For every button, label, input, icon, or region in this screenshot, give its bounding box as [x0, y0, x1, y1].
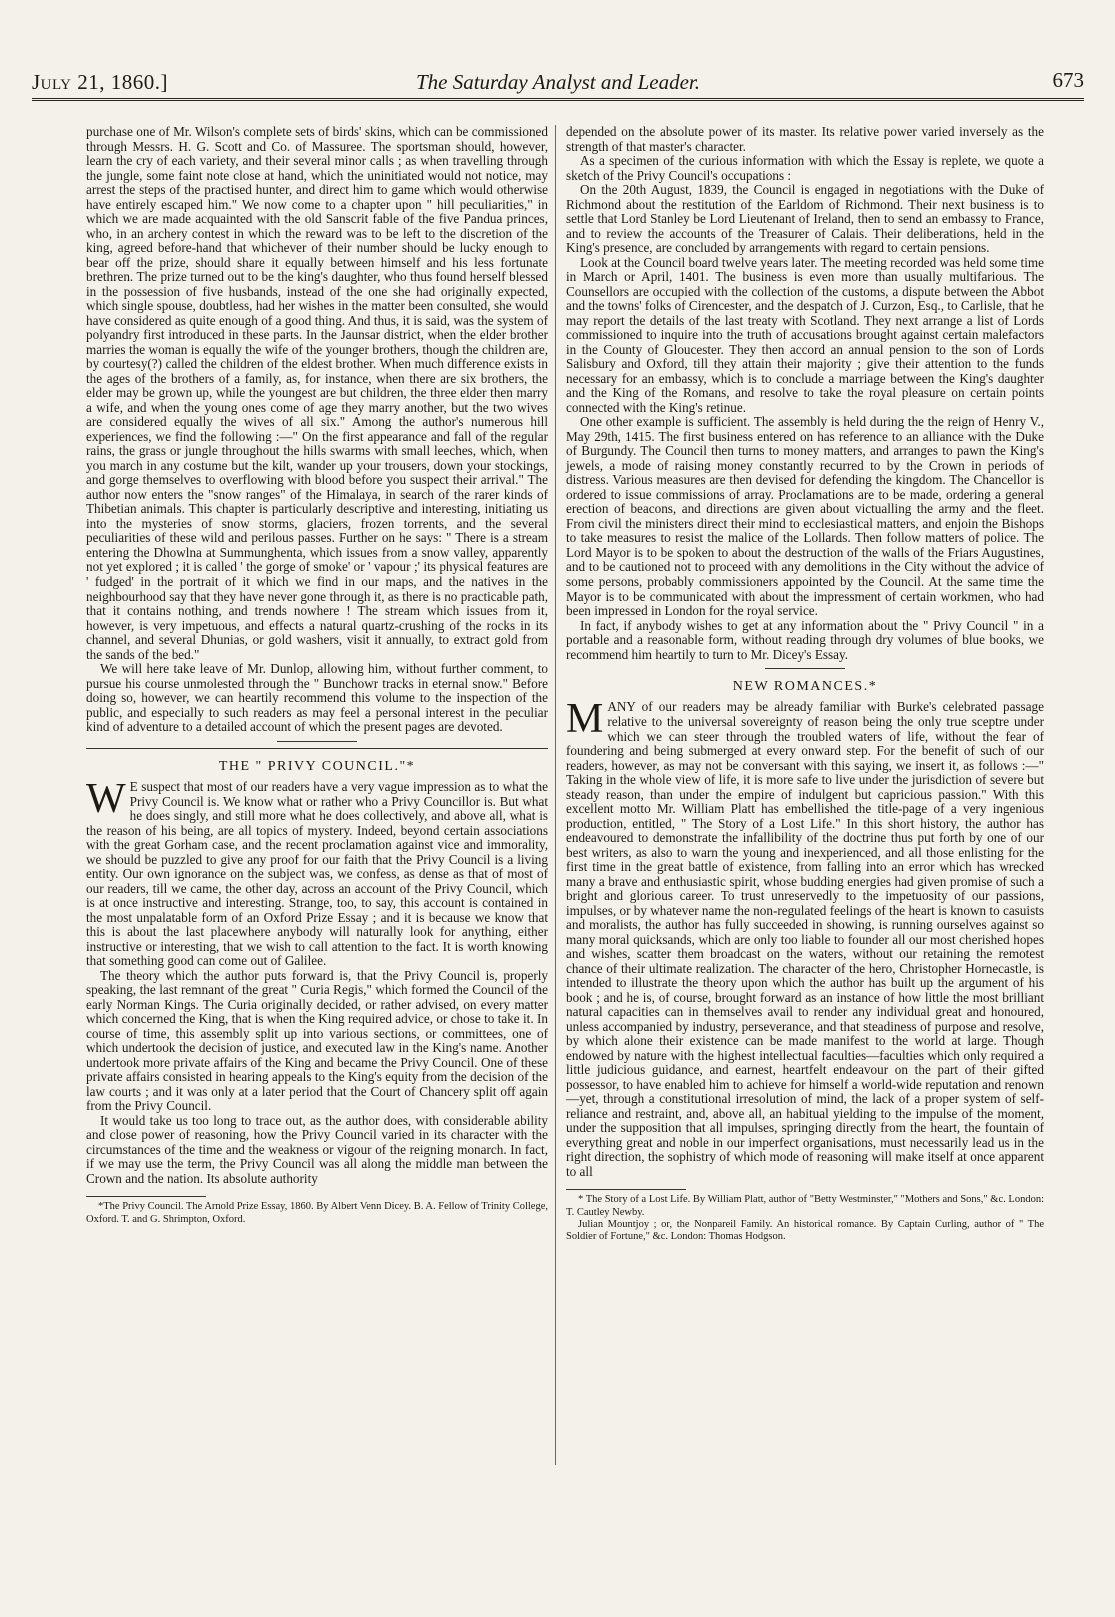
page-header: [32, 60, 1084, 98]
drop-cap: W: [86, 776, 126, 823]
footnote-rule: [566, 1189, 686, 1190]
article-paragraph: MANY of our readers may be already familiar with Burke's celebrated passage relative to the universal sovereignty of reason being the only true sceptre under which we can steer through the troubled waters of life, without the fear of foundering and being submerged at every onward step. For the benefit of such of our readers, however, as may not be conversant with this saying, we insert it, as follows :—" Taking in the whole view of life, it is more safe to live under the jurisdiction of severe but steady reason, than under the empire of indulgent but capricious passion." With this excellent motto Mr. William Platt has embellished the title-page of a very ingenious production, entitled, " The Story of a Lost Life." In this short history, the author has endeavoured to demonstrate the infallibility of the doctrine thus put forth by one of our best writers, as also to warn the young and inexperienced, and all those enlisting for the first time in the great battle of existence, from falling into an error which has wrecked many a brave and enthusiastic spirit, whose budding energies had given promise of such a bright and glorious career. To trust unreservedly to the impetuosity of our passions, impulses, or by whatever name the non-regulated feelings of the heart is known to casuists and moralists, the author has fully succeeded in showing, is running ourselves against so many moral quicksands, which are only too liable to founder all our most cherished hopes and wishes, scatter them broadcast on the waters, without our retaining the remotest chance of their ultimate realization. The character of the hero, Christopher Hornecastle, is intended to illustrate the theory upon which the author has built up the argument of his book ; and he is, of course, brought forward as an instance of how little the most brilliant natural capacities can in themselves avail to render any individual great and honoured, unless accompanied by industry, perseverance, and that steadiness of purpose and resolve, by which alone their existence can be made manifest to the world at large. Though endowed by nature with the highest intellectual faculties—faculties which only required a little judicious guidance, and earnest, heartfelt endeavour on the part of their gifted possessor, to have enabled him to achieve for himself a world-wide reputation and renown—yet, through a constitutional irresolution of mind, the lack of a proper system of self-reliance and restraint, and, above all, an habitual yielding to the impulse of the moment, under the supposition that all impulses, springing directly from the heart, the fountain of everything great and noble in our imperfect organisations, must necessarily lead us in the right direction, the sophistry of which mode of reasoning will make itself at once apparent to all: [566, 696, 1044, 1179]
newspaper-page: [32, 60, 1084, 1585]
article-paragraph: It would take us too long to trace out, as the author does, with considerable ability and close power of reasoning, how the Privy Council varied in its character with the circumstances of the time and the weakness or vigour of the reigning monarch. In fact, if we may use the term, the Privy Council was all along the middle man between the Crown and the nation. Its absolute authority: [86, 1112, 548, 1186]
issue-date: July 21, 1860.]: [32, 70, 168, 94]
article-paragraph: The theory which the author puts forward is, that the Privy Council is, properly speaking, the last remnant of the great " Curia Regis," which formed the Council of the early Norman Kings. The Curia originally decided, or rather advised, on every matter which concerned the King, that is when the King required advice, or chose to take it. In course of time, this assembly split up into various sections, or committees, one of which undertook the decision of justice, and executed law in the King's name. Another undertook more private affairs of the King and became the Privy Council. One of these private affairs consisted in hearing appeals to the King's equity from the decision of the law courts ; and it was only at a later period that the Court of Chancery split off again from the Privy Council.: [86, 967, 548, 1114]
article-paragraph: purchase one of Mr. Wilson's complete sets of birds' skins, which can be commissioned through Messrs. H. G. Scott and Co. of Massuree. The sportsman should, however, learn the cry of each variety, and their several minor calls ; as when travelling through the jungle, some faint note close at hand, which the uninitiated would not notice, may arrest the steps of the practised hunter, and direct him to game which would otherwise have entirely escaped him." We now come to a chapter upon " hill peculiarities," in which we are made acquainted with the old Sanscrit fable of the five Pandua princes, who, in an archery contest in which the reward was to be left to the discretion of the king, agreed before-hand that whichever of their number should be lucky enough to bear off the prize, should share it equally between himself and his less fortunate brethren. The prize turned out to be the king's daughter, who thus found herself blessed in the possession of five husbands, instead of the one she had originally expected, which single spouse, doubtless, had her wishes in the matter been consulted, she would have considered as quite enough of a good thing. And thus, it is said, was the system of polyandry first introduced in these parts. In the Jaunsar district, when the elder brother marries the woman is equally the wife of the younger brothers, though the children are, by courtesy(?) called the children of the eldest brother. When much difference exists in the ages of the brothers of a family, as, for instance, when there are six brothers, the elder may be grown up, while the youngest are but children, the three elder then marry a wife, and when the young ones come of age they marry another, but the two wives are considered equally the wives of all six." Among the author's numerous hill experiences, we find the following :—" On the first appearance and fall of the regular rains, the grass or jungle throughout the hills swarms with small leeches, which, when you march in any costume but the kilt, wander up your trousers, down your stockings, and gorge themselves to overflowing with blood before you suspect their arrival." The author now enters the "snow ranges" of the Himalaya, in search of the rarer kinds of Thibetian animals. This chapter is particularly descriptive and interesting, initiating us into the mysteries of snow storms, glaciers, frozen torrents, and the several peculiarities of these wild and perilous passes. Further on he says: " There is a stream entering the Dhowlna at Summunghenta, which issues from a snow valley, apparently not yet explored ; it is called ' the gorge of smoke' or ' vapour ;' its physical features are ' fudged' in the portrait of it which we find in our maps, and the natives in the neighbourhood say that they have never gone through it, as there is no practicable path, that it contains nothing, and trends nowhere ! The stream which issues from it, however, is very impetuous, and effects a natural quartz-crushing of the rocks in its channel, and several Dhunias, or gold washers, visit it annually, to extract gold from the sands of the bed.": [86, 124, 548, 662]
article-paragraph: As a specimen of the curious information with which the Essay is replete, we quote a sketch of the Privy Council's occupations :: [566, 153, 1044, 183]
footnote-text: Julian Mountjoy ; or, the Nonpareil Family. An historical romance. By Captain Curling, author of " The Soldier of Fortune," &c. London: Thomas Hodgson.: [566, 1218, 1044, 1242]
article-paragraph: On the 20th August, 1839, the Council is engaged in negotiations with the Duke of Richmond about the restitution of the Earldom of Richmond. Their next business is to settle that Lord Stanley be Lord Lieutenant of Ireland, then to send an embassy to France, and to review the accounts of the Treasurer of Calais. Their deliberations, held in the King's presence, are concluded by arrangements with regard to certain pensions.: [566, 182, 1044, 256]
privy-council-heading: THE " PRIVY COUNCIL."*: [218, 758, 416, 774]
section-rule: [86, 748, 548, 749]
drop-cap: M: [566, 696, 604, 743]
header-rule: [32, 98, 1084, 101]
footnote-text: *The Privy Council. The Arnold Prize Essay, 1860. By Albert Venn Dicey. B. A. Fellow of Trinity College, Oxford. T. and G. Shrimpton, Oxford.: [86, 1201, 548, 1225]
article-paragraph: One other example is sufficient. The assembly is held during the the reign of Henry V., May 29th, 1415. The first business entered on has reference to an alliance with the Duke of Burgundy. The Council then turns to money matters, and arranges to pawn the King's jewels, a mode of raising money constantly recurred to by the Crown in periods of distress. Various measures are then devised for defending the kingdom. The Chancellor is ordered to issue commissions of array. Proclamations are to be made, ordering a general erection of beacons, and directions are given about victualling the army and the fleet. From civil the ministers direct their mind to ecclesiastical matters, and enjoin the Bishops to take measures to resist the malice of the Lollards. Then follow matters of police. The Lord Mayor is to be spoken to about the destruction of the walls of the Friars Augustines, and to be cautioned not to proceed with any demolitions in the City without the advice of some persons, probably commissioners appointed by the Council. At the same time the Mayor is to be communicated with about the impressment of certain workmen, who had been impressed in London for the royal service.: [566, 414, 1044, 619]
footnote-rule: [86, 1196, 206, 1197]
article-paragraph: depended on the absolute power of its master. Its relative power varied inversely as the strength of that master's character.: [566, 124, 1044, 154]
section-divider: [277, 741, 357, 742]
right-column: [566, 125, 1044, 1243]
column-divider: [555, 125, 556, 1465]
footnotes: [566, 1194, 1044, 1242]
new-romances-heading: NEW ROMANCES.*: [732, 679, 878, 695]
publication-title: The Saturday Analyst and Leader.: [415, 70, 701, 94]
footnote-text: * The Story of a Lost Life. By William Platt, author of "Betty Westminster," "Mothers and Sons," &c. London: T. Cautley Newby.: [566, 1194, 1044, 1218]
article-paragraph: We will here take leave of Mr. Dunlop, allowing him, without further comment, to pursue his course unmolested through the " Bunchowr tracks in eternal snow." Before doing so, however, we can heartily recommend this volume to the inspection of the public, and especially to such readers as may feel a personal interest in the peculiar kind of adventure to a detailed account of which the present pages are devoted.: [86, 661, 548, 735]
article-paragraph: W E suspect that most of our readers have a very vague impression as to what the Privy Council is. We know what or rather who a Privy Councillor is. But what he does singly, and still more what he does collectively, and above all, what is the reason of his being, are all topics of mystery. Indeed, beyond certain associations with the great Gorham case, and the recent proclamation against vice and immorality, we should be puzzled to give any proof for our faith that the Privy Council is a living entity. Our own ignorance on the subject was, we confess, as dense as that of most of our readers, till we came, the other day, across an account of the Privy Council, which is at once instructive and interesting. Strange, too, to say, this account is contained in the most unpalatable form of an Oxford Prize Essay ; and it is because we know that this is about the last placewhere anybody will naturally look for anything, either instructive or interesting, that we wish to call attention to the fact. It is worth knowing that something good can come out of Galilee.: [86, 776, 548, 969]
article-paragraph: In fact, if anybody wishes to get at any information about the " Privy Council " in a portable and a reasonable form, without reading through dry volumes of blue books, we recommend him heartily to turn to Mr. Dicey's Essay.: [566, 617, 1044, 662]
section-divider: [765, 668, 845, 669]
page-number: 673: [1052, 68, 1084, 92]
article-paragraph: Look at the Council board twelve years later. The meeting recorded was held some time in March or April, 1401. The business is even more than usually multifarious. The Counsellors are occupied with the collection of the customs, a dispute between the Abbot and the towns' folks of Cirencester, and the despatch of J. Curzon, Esq., to Carlisle, that he may report the details of the last treaty with Scotland. They next arrange a list of Lords commissioned to inquire into the truth of accusations brought against certain malefactors in the County of Gloucester. They then accord an annual pension to the son of Lords Salisbury and Oxford, till they attain their majority ; give their attention to the funds necessary for an embassy, which is to conclude a marriage between the King's daughter and the King of the Romans, and resolve to take the royal pleasure on certain points connected with the King's retinue.: [566, 254, 1044, 415]
left-column: [86, 125, 548, 1226]
footnote: [86, 1201, 548, 1225]
columns: [32, 125, 1084, 1585]
